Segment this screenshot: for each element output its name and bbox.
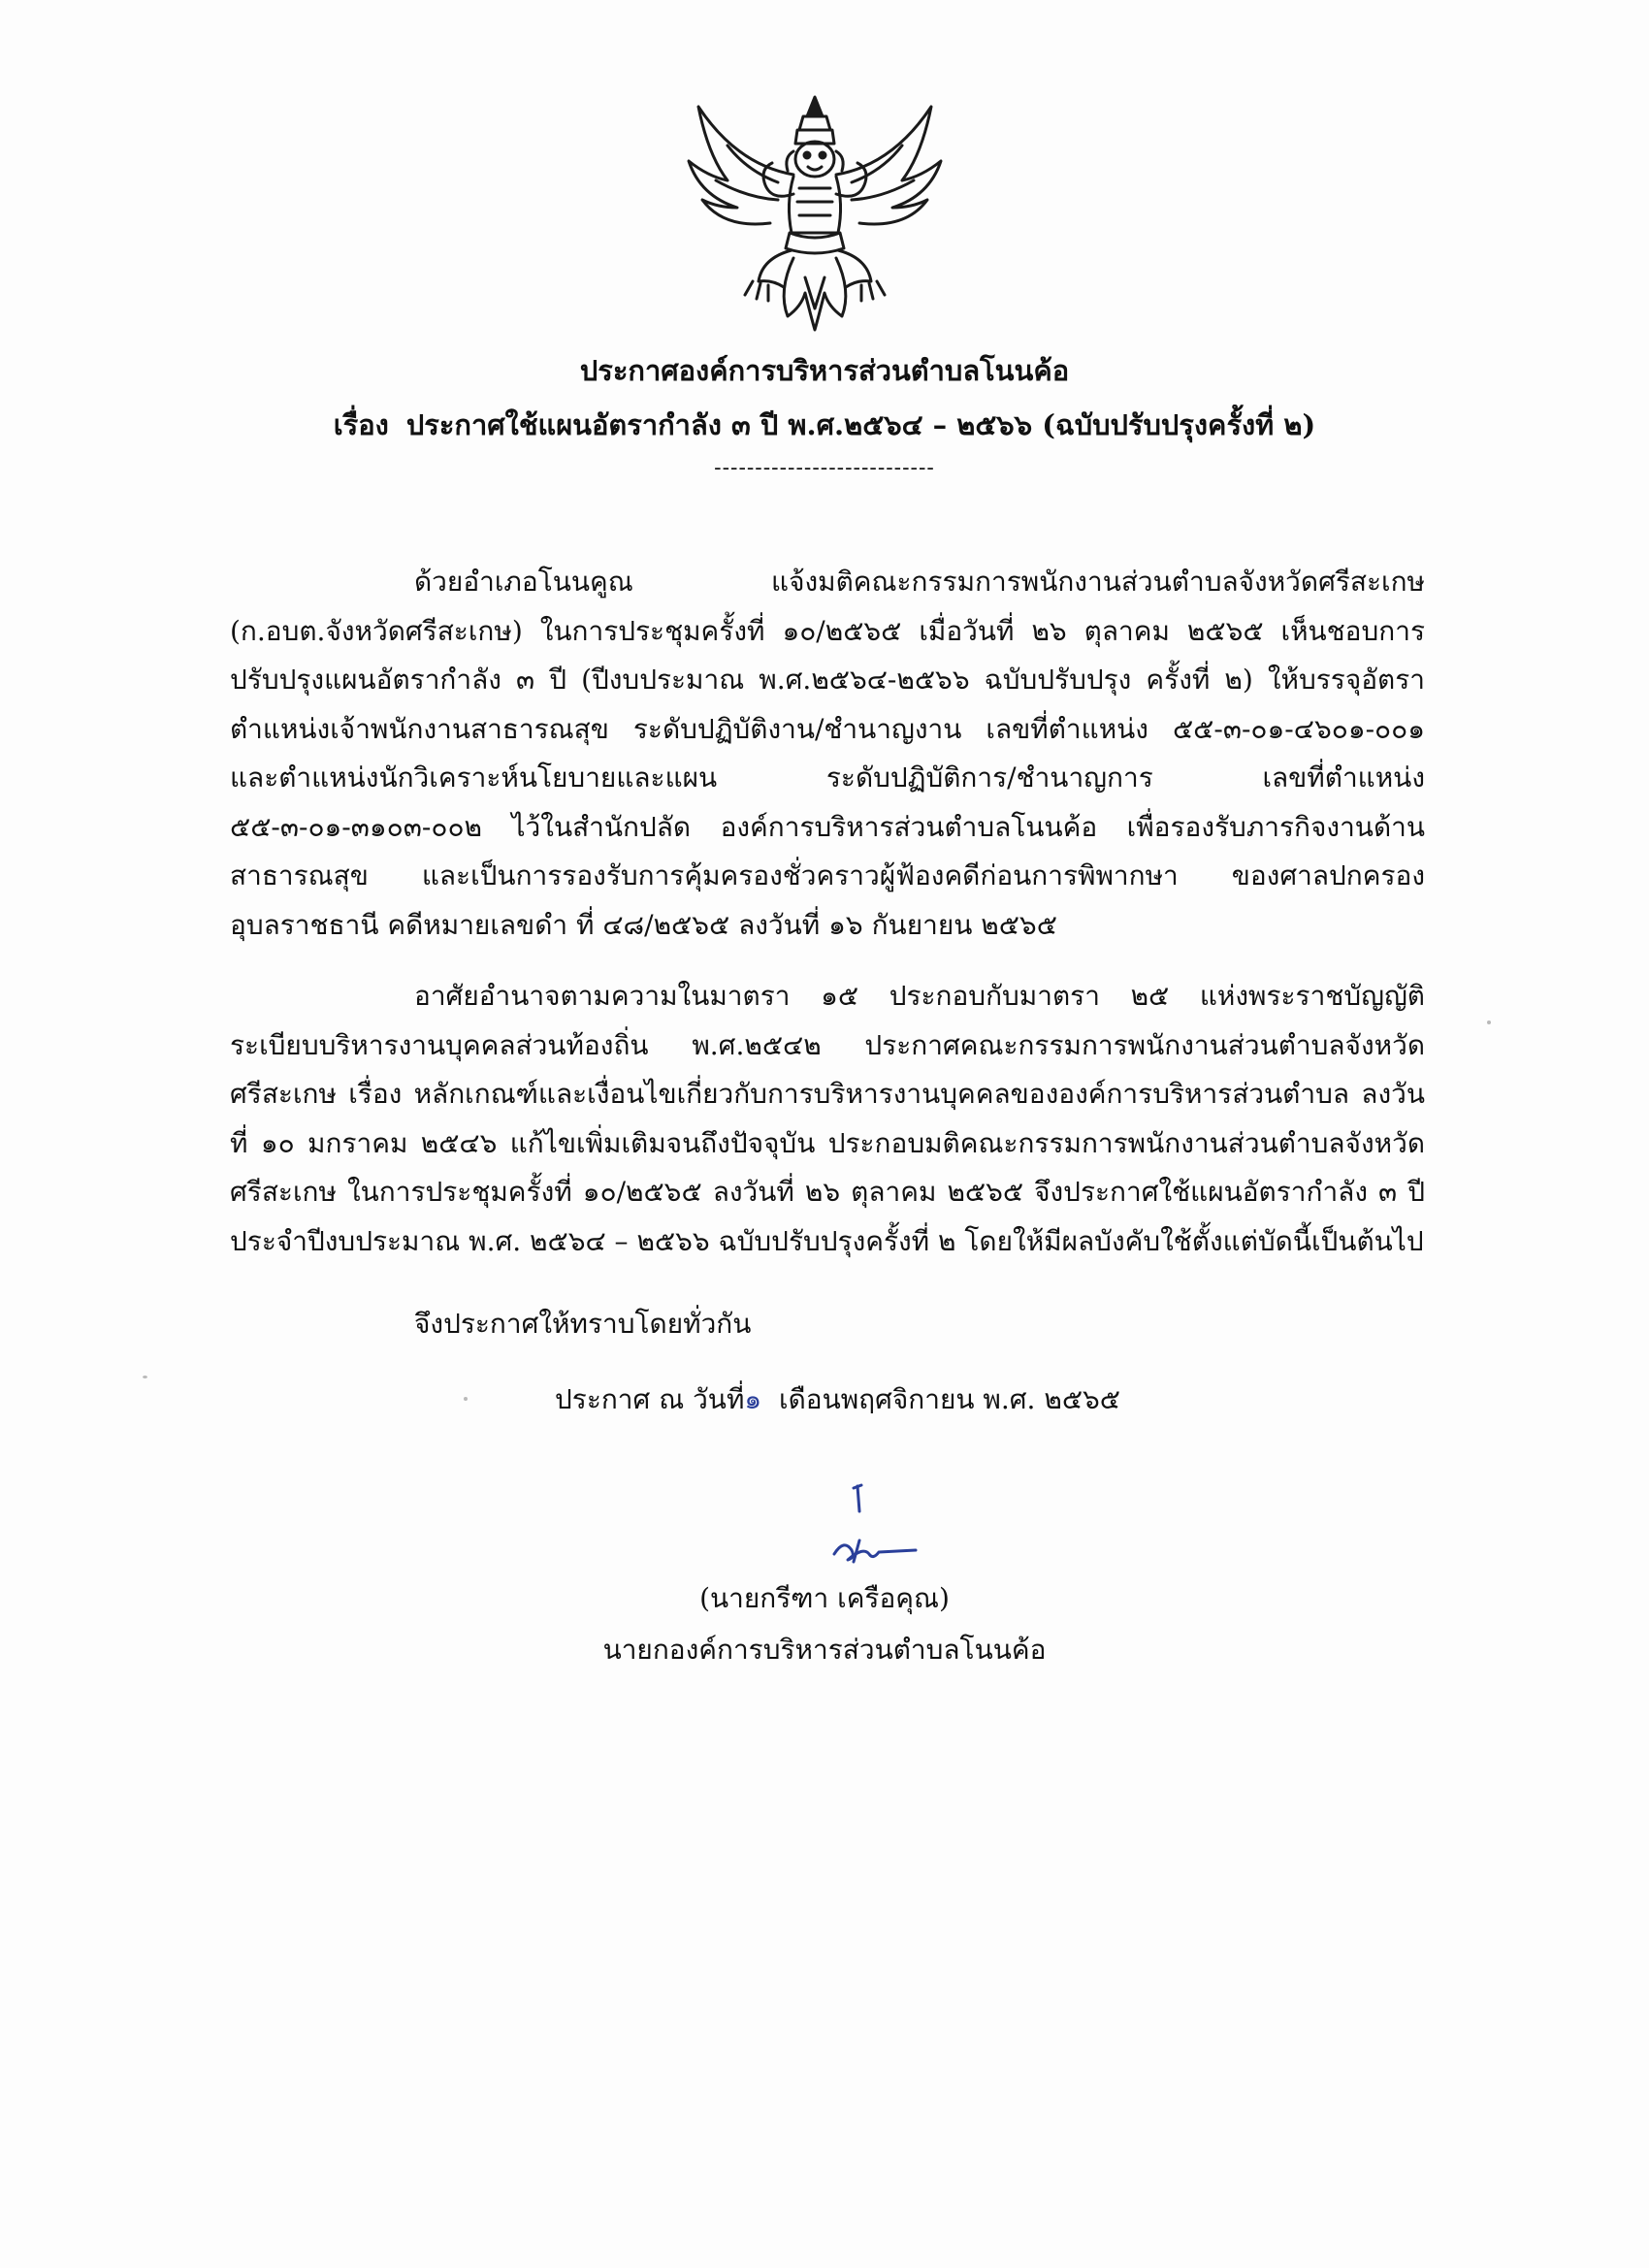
date-suffix: เดือนพฤศจิกายน พ.ศ. ๒๕๖๕ bbox=[779, 1383, 1120, 1415]
scan-speck bbox=[464, 1397, 468, 1401]
date-day: ๑ bbox=[744, 1383, 762, 1415]
date-prefix: ประกาศ ณ วันที่ bbox=[555, 1383, 745, 1415]
subject-label: เรื่อง bbox=[333, 408, 389, 441]
scan-speck bbox=[143, 1376, 147, 1378]
signer-name: (นายกรีฑา เครือคุณ) bbox=[699, 1582, 950, 1614]
announcement-subject bbox=[0, 405, 1649, 444]
body-paragraph-3: จึงประกาศให้ทราบโดยทั่วกัน bbox=[414, 1308, 752, 1340]
body-paragraph-2: อาศัยอำนาจตามความในมาตรา ๑๕ ประกอบกับมาตรา ๒๕ แห่งพระราชบัญญัติระเบียบบริหารงานบุคคลส่วนท้องถิ่น พ.ศ.๒๕๔๒ ประกาศคณะกรรมการพนักงานส่วนตำบลจังหวัดศรีสะเกษ เรื่อง หลักเกณฑ์และเงื่อนไขเกี่ยวกับการบริหารงานบุคคลขององค์การบริหารส่วนตำบล ลงวันที่ ๑๐ มกราคม ๒๕๔๖ แก้ไขเพิ่มเติมจนถึงปัจจุบัน ประกอบมติคณะกรรมการพนักงานส่วนตำบลจังหวัดศรีสะเกษ ในการประชุมครั้งที่ ๑๐/๒๕๖๕ ลงวันที่ ๒๖ ตุลาคม ๒๕๖๕ จึงประกาศใช้แผนอัตรากำลัง ๓ ปี ประจำปีงบประมาณ พ.ศ. ๒๕๖๔ – ๒๕๖๖ ฉบับปรับปรุงครั้งที่ ๒ โดยให้มีผลบังคับใช้ตั้งแต่บัดนี้เป็นต้นไป bbox=[230, 980, 1426, 1257]
announcement-title: ประกาศองค์การบริหารส่วนตำบลโนนค้อ bbox=[579, 354, 1070, 387]
scan-speck bbox=[1487, 1021, 1491, 1024]
handwritten-signature bbox=[815, 1482, 941, 1570]
body-paragraph-1: ด้วยอำเภอโนนคูณ แจ้งมติคณะกรรมการพนักงานส่วนตำบลจังหวัดศรีสะเกษ (ก.อบต.จังหวัดศรีสะเกษ) ในการประชุมครั้งที่ ๑๐/๒๕๖๕ เมื่อวันที่ ๒๖ ตุลาคม ๒๕๖๕ เห็นชอบการปรับปรุงแผนอัตรากำลัง ๓ ปี (ปีงบประมาณ พ.ศ.๒๕๖๔-๒๕๖๖ ฉบับปรับปรุง ครั้งที่ ๒) ให้บรรจุอัตราตำแหน่งเจ้าพนักงานสาธารณสุข ระดับปฏิบัติงาน/ชำนาญงาน เลขที่ตำแหน่ง ๕๕-๓-๐๑-๔๖๐๑-๐๐๑ และตำแหน่งนักวิเคราะห์นโยบายและแผน ระดับปฏิบัติการ/ชำนาญการ เลขที่ตำแหน่ง ๕๕-๓-๐๑-๓๑๐๓-๐๐๒ ไว้ในสำนักปลัด องค์การบริหารส่วนตำบลโนนค้อ เพื่อรองรับภารกิจงานด้านสาธารณสุข และเป็นการรองรับการคุ้มครองชั่วคราวผู้ฟ้องคดีก่อนการพิพากษา ของศาลปกครองอุบลราชธานี คดีหมายเลขดำ ที่ ๔๘/๒๕๖๕ ลงวันที่ ๑๖ กันยายน ๒๕๖๕ bbox=[230, 566, 1425, 941]
subject-text: ประกาศใช้แผนอัตรากำลัง ๓ ปี พ.ศ.๒๕๖๔ – ๒๕๖๖ (ฉบับปรับปรุงครั้งที่ ๒) bbox=[405, 408, 1316, 441]
announcement-date bbox=[555, 1376, 1120, 1424]
signer-position: นายกองค์การบริหารส่วนตำบลโนนค้อ bbox=[602, 1634, 1047, 1666]
garuda-emblem-icon bbox=[669, 87, 960, 340]
title-divider: --------------------------- bbox=[714, 456, 935, 480]
